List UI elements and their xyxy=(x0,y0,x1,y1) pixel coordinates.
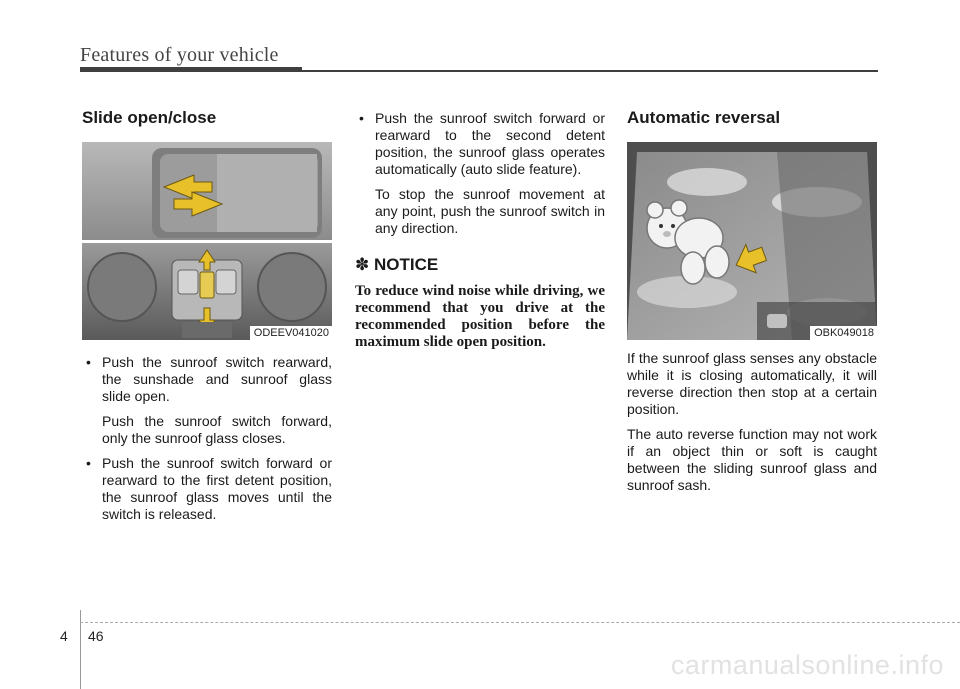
sunroof-switch-figure xyxy=(82,142,332,340)
column-automatic-reversal xyxy=(627,108,877,502)
notice-title: ✽ NOTICE xyxy=(355,255,439,274)
slide-open-close-heading: Slide open/close xyxy=(82,108,217,127)
instruction-continued: Push the sunroof switch forward, only the sunroof glass closes. xyxy=(102,413,332,446)
instruction-bullet: • Push the sunroof switch forward or rearward to the first detent position, the sunroof glass moves until the switch is released. xyxy=(82,455,332,523)
header-rule-thick xyxy=(80,67,302,72)
automatic-reversal-heading: Automatic reversal xyxy=(627,108,781,127)
instruction-bullet: • Push the sunroof switch rearward, the sunshade and sunroof glass slide open. xyxy=(82,354,332,405)
site-watermark: carmanualsonline.info xyxy=(670,650,944,680)
figure-code-label: OBK049018 xyxy=(810,326,877,340)
footer-dashed-rule xyxy=(80,622,960,623)
reversal-paragraph: If the sunroof glass senses any obstacle while it is closing automatically, it will reverse direction then stop at a certain position. xyxy=(627,350,877,417)
instruction-bullet: • Push the sunroof switch forward or rearward to the second detent position, the sunroof glass operates automatically (auto slide feature). xyxy=(355,110,605,178)
notice-body: To reduce wind noise while driving, we recommend that you drive at the recommended position before the maximum slide open position. xyxy=(355,283,605,350)
instruction-continued: To stop the sunroof movement at any point, push the sunroof switch in any direction. xyxy=(375,186,605,236)
figure-code-label: ODEEV041020 xyxy=(250,326,332,340)
page-number: 46 xyxy=(88,628,104,644)
page-section-title: Features of your vehicle xyxy=(80,44,279,66)
column-slide-open-close xyxy=(82,108,332,531)
header-rule-thin xyxy=(302,70,878,72)
sunroof-switch-illustration xyxy=(82,142,332,340)
reversal-limitation-paragraph: The auto reverse function may not work if an object thin or soft is caught between the sliding sunroof glass and sunroof sash. xyxy=(627,426,877,493)
auto-reverse-illustration xyxy=(627,142,877,340)
chapter-number: 4 xyxy=(60,628,68,644)
column-auto-slide xyxy=(355,110,605,351)
auto-reverse-figure xyxy=(627,142,877,340)
